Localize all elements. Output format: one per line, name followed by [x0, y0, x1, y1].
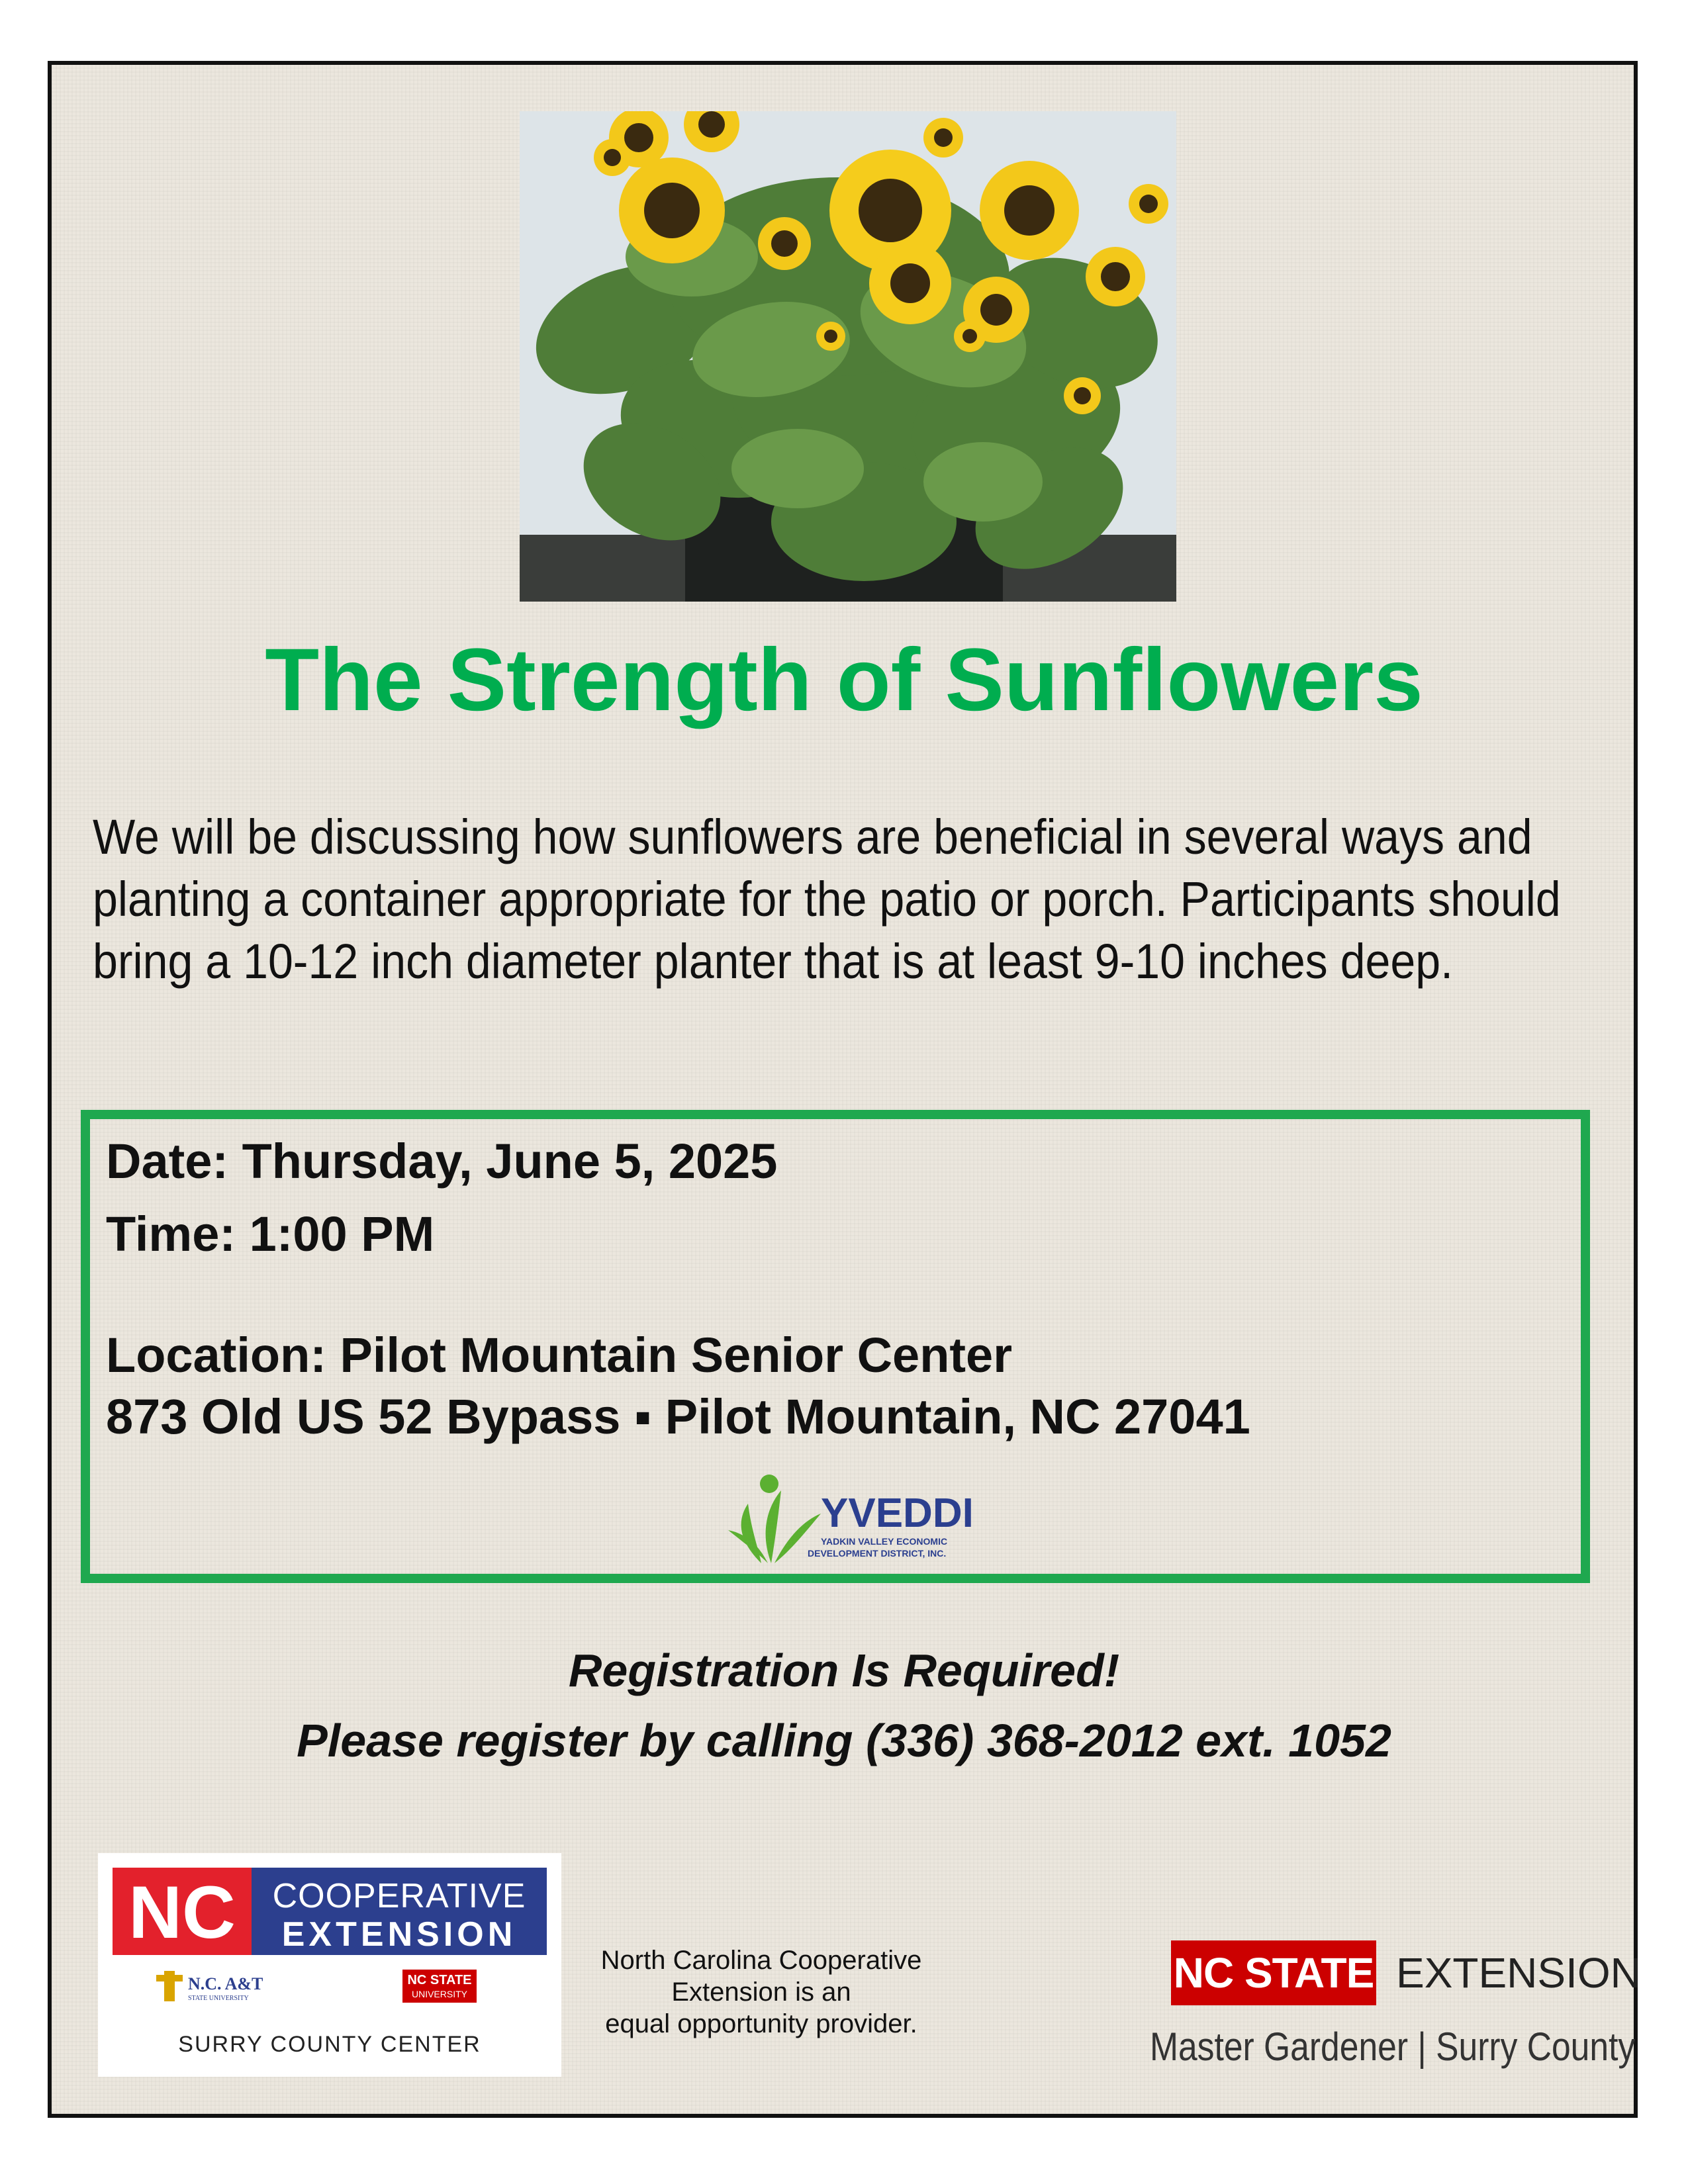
- ncstate-university-logo: [402, 1970, 477, 2003]
- description-line-2: planting a container appropriate for the patio or porch. Participants should: [93, 872, 1561, 927]
- sunflower-photo: [520, 111, 1176, 602]
- extension-text: EXTENSION: [281, 1915, 517, 1954]
- event-time: Time: 1:00 PM: [106, 1206, 435, 1261]
- registration-required: Registration Is Required!: [568, 1645, 1120, 1696]
- event-date: Date: Thursday, June 5, 2025: [106, 1134, 778, 1189]
- event-description: [93, 806, 1561, 993]
- equal-line-1: North Carolina Cooperative Extension is an: [600, 1946, 922, 2007]
- ncstate-wordmark: NC STATE: [1171, 1940, 1376, 2005]
- registration-phone: Please register by calling (336) 368-2012 ext. 1052: [297, 1715, 1391, 1766]
- extension-wordmark: EXTENSION: [1396, 1949, 1641, 1997]
- cooperative-text: COOPERATIVE: [272, 1877, 526, 1915]
- nc-cooperative-extension-logo: [98, 1853, 561, 2077]
- flyer-title: The Strength of Sunflowers: [265, 631, 1423, 729]
- description-line-3: bring a 10-12 inch diameter planter that is at least 9-10 inches deep.: [93, 934, 1454, 989]
- ncat-sub: STATE UNIVERSITY: [188, 1995, 249, 2002]
- surry-county-center: SURRY COUNTY CENTER: [178, 2032, 481, 2057]
- yveddi-name: YVEDDI: [821, 1490, 974, 1536]
- ncstate-extension-logo: [1150, 1940, 1641, 2086]
- ncstate-univ-1: NC STATE: [407, 1973, 472, 1987]
- ncat-logo: [156, 1971, 263, 2002]
- ncat-text: N.C. A&T: [188, 1974, 263, 1993]
- yveddi-tagline-1: YADKIN VALLEY ECONOMIC: [821, 1536, 948, 1547]
- master-gardener-surry: Master Gardener | Surry County: [1150, 2025, 1636, 2069]
- event-address: 873 Old US 52 Bypass ▪ Pilot Mountain, NC 27041: [106, 1389, 1250, 1444]
- equal-line-2: equal opportunity provider.: [605, 2009, 917, 2038]
- yveddi-tagline-2: DEVELOPMENT DISTRICT, INC.: [808, 1548, 947, 1559]
- nc-letters: NC: [128, 1871, 236, 1954]
- description-line-1: We will be discussing how sunflowers are beneficial in several ways and: [93, 809, 1532, 864]
- event-location: Location: Pilot Mountain Senior Center: [106, 1328, 1012, 1383]
- yveddi-logo: [722, 1471, 1000, 1570]
- ncstate-univ-2: UNIVERSITY: [411, 1989, 468, 1999]
- equal-opportunity-statement: [583, 1944, 940, 2040]
